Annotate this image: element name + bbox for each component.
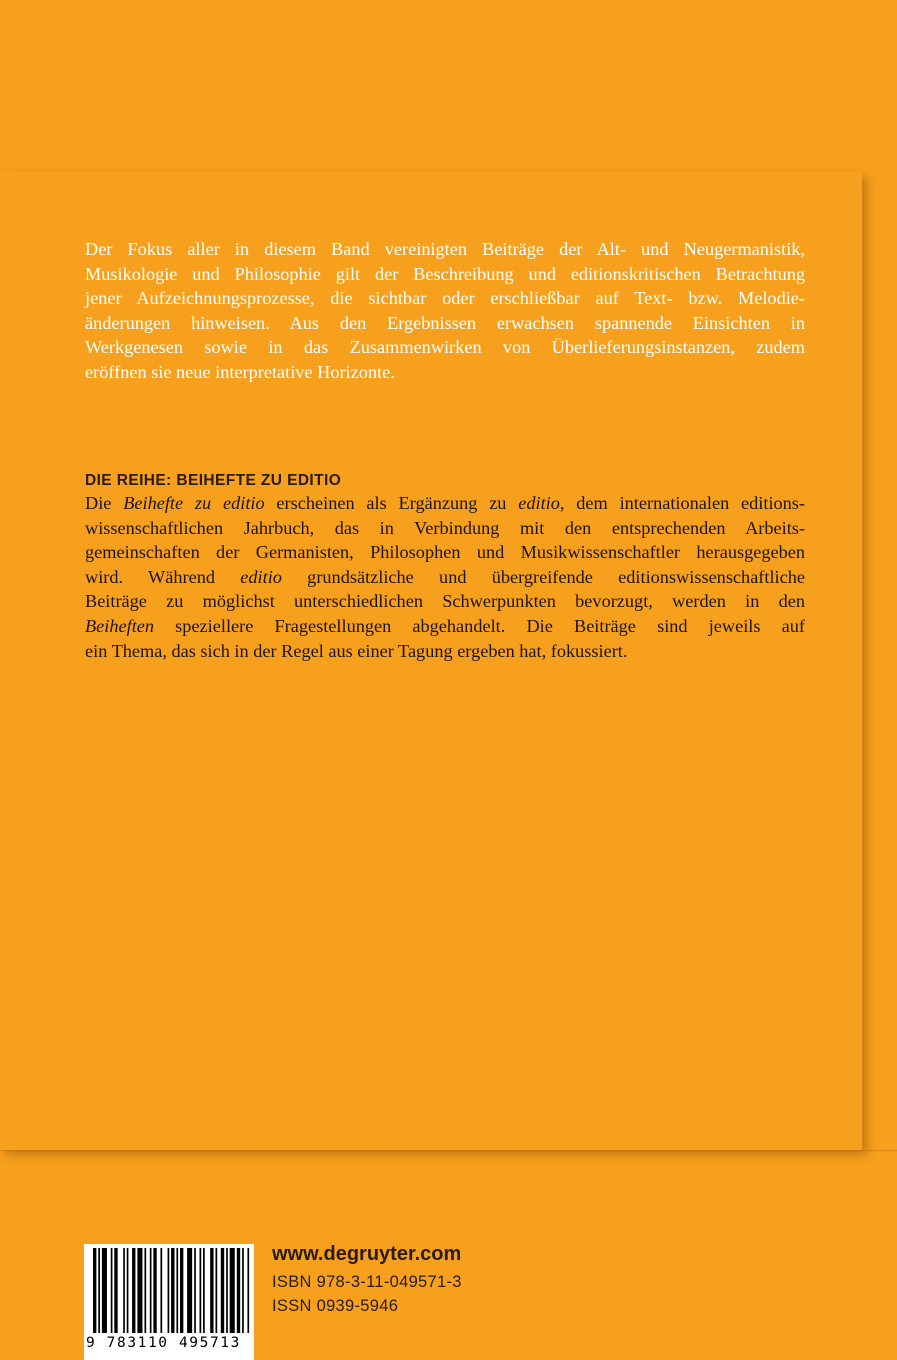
series-text: grundsätzliche und übergreifende editionswissenschaftliche (281, 566, 805, 587)
series-text: wird. Während (85, 566, 241, 587)
journal-title-italic: editio (240, 566, 282, 587)
intro-line: Werkgenesen sowie in das Zusammenwirken von Überlieferungsinstanzen, zudem (85, 337, 805, 358)
series-text: , dem internationalen editions- (559, 493, 806, 513)
intro-line: änderungen hinweisen. Aus den Ergebnissen erwachsen spannende Einsichten in (85, 312, 805, 333)
series-line (85, 565, 805, 590)
intro-line: jener Aufzeichnungsprozesse, die sichtbar oder erschließbar auf Text- bzw. Melodie- (85, 288, 805, 309)
barcode (84, 1244, 254, 1360)
barcode-bars-icon (93, 1248, 253, 1333)
issn-number: ISSN 0939-5946 (272, 1297, 399, 1315)
intro-line: Der Fokus aller in diesem Band vereinigten Beiträge der Alt- und Neugermanistik, (85, 239, 805, 259)
publisher-website: www.degruyter.com (272, 1243, 462, 1265)
series-line (85, 491, 805, 516)
intro-paragraph (85, 237, 805, 385)
series-line: gemeinschaften der Germanisten, Philosophen und Musikwissenschaftler herausgegeben (85, 542, 805, 563)
series-line: ein Thema, das sich in der Regel aus einer Tagung ergeben hat, fokussiert. (85, 640, 628, 661)
journal-title-italic: editio (518, 493, 560, 513)
series-paragraph (85, 491, 805, 663)
series-title-italic: Beihefte zu editio (123, 493, 265, 513)
series-title-italic: Beiheften (85, 615, 155, 636)
intro-line: Musikologie und Philosophie gilt der Beschreibung und editionskritischen Betrachtung (85, 263, 805, 284)
series-text: erscheinen als Ergänzung zu (264, 493, 519, 513)
series-text: speziellere Fragestellungen abgehandelt. Die Beiträge sind jeweils auf (154, 615, 805, 636)
barcode-digits: 9 783110 495713 (86, 1335, 241, 1351)
series-line: Beiträge zu möglichst unterschiedlichen Schwerpunkten bevorzugt, werden in den (85, 591, 805, 612)
panel-edge-shadow (0, 1150, 897, 1152)
series-line: wissenschaftlichen Jahrbuch, das in Verbindung mit den entsprechenden Arbeits- (85, 517, 805, 538)
series-heading: DIE REIHE: BEIHEFTE ZU EDITIO (85, 472, 342, 489)
isbn-number: ISBN 978-3-11-049571-3 (272, 1273, 462, 1291)
intro-line: eröffnen sie neue interpretative Horizonte. (85, 361, 395, 382)
series-text: Die (85, 493, 124, 513)
series-line (85, 614, 805, 639)
